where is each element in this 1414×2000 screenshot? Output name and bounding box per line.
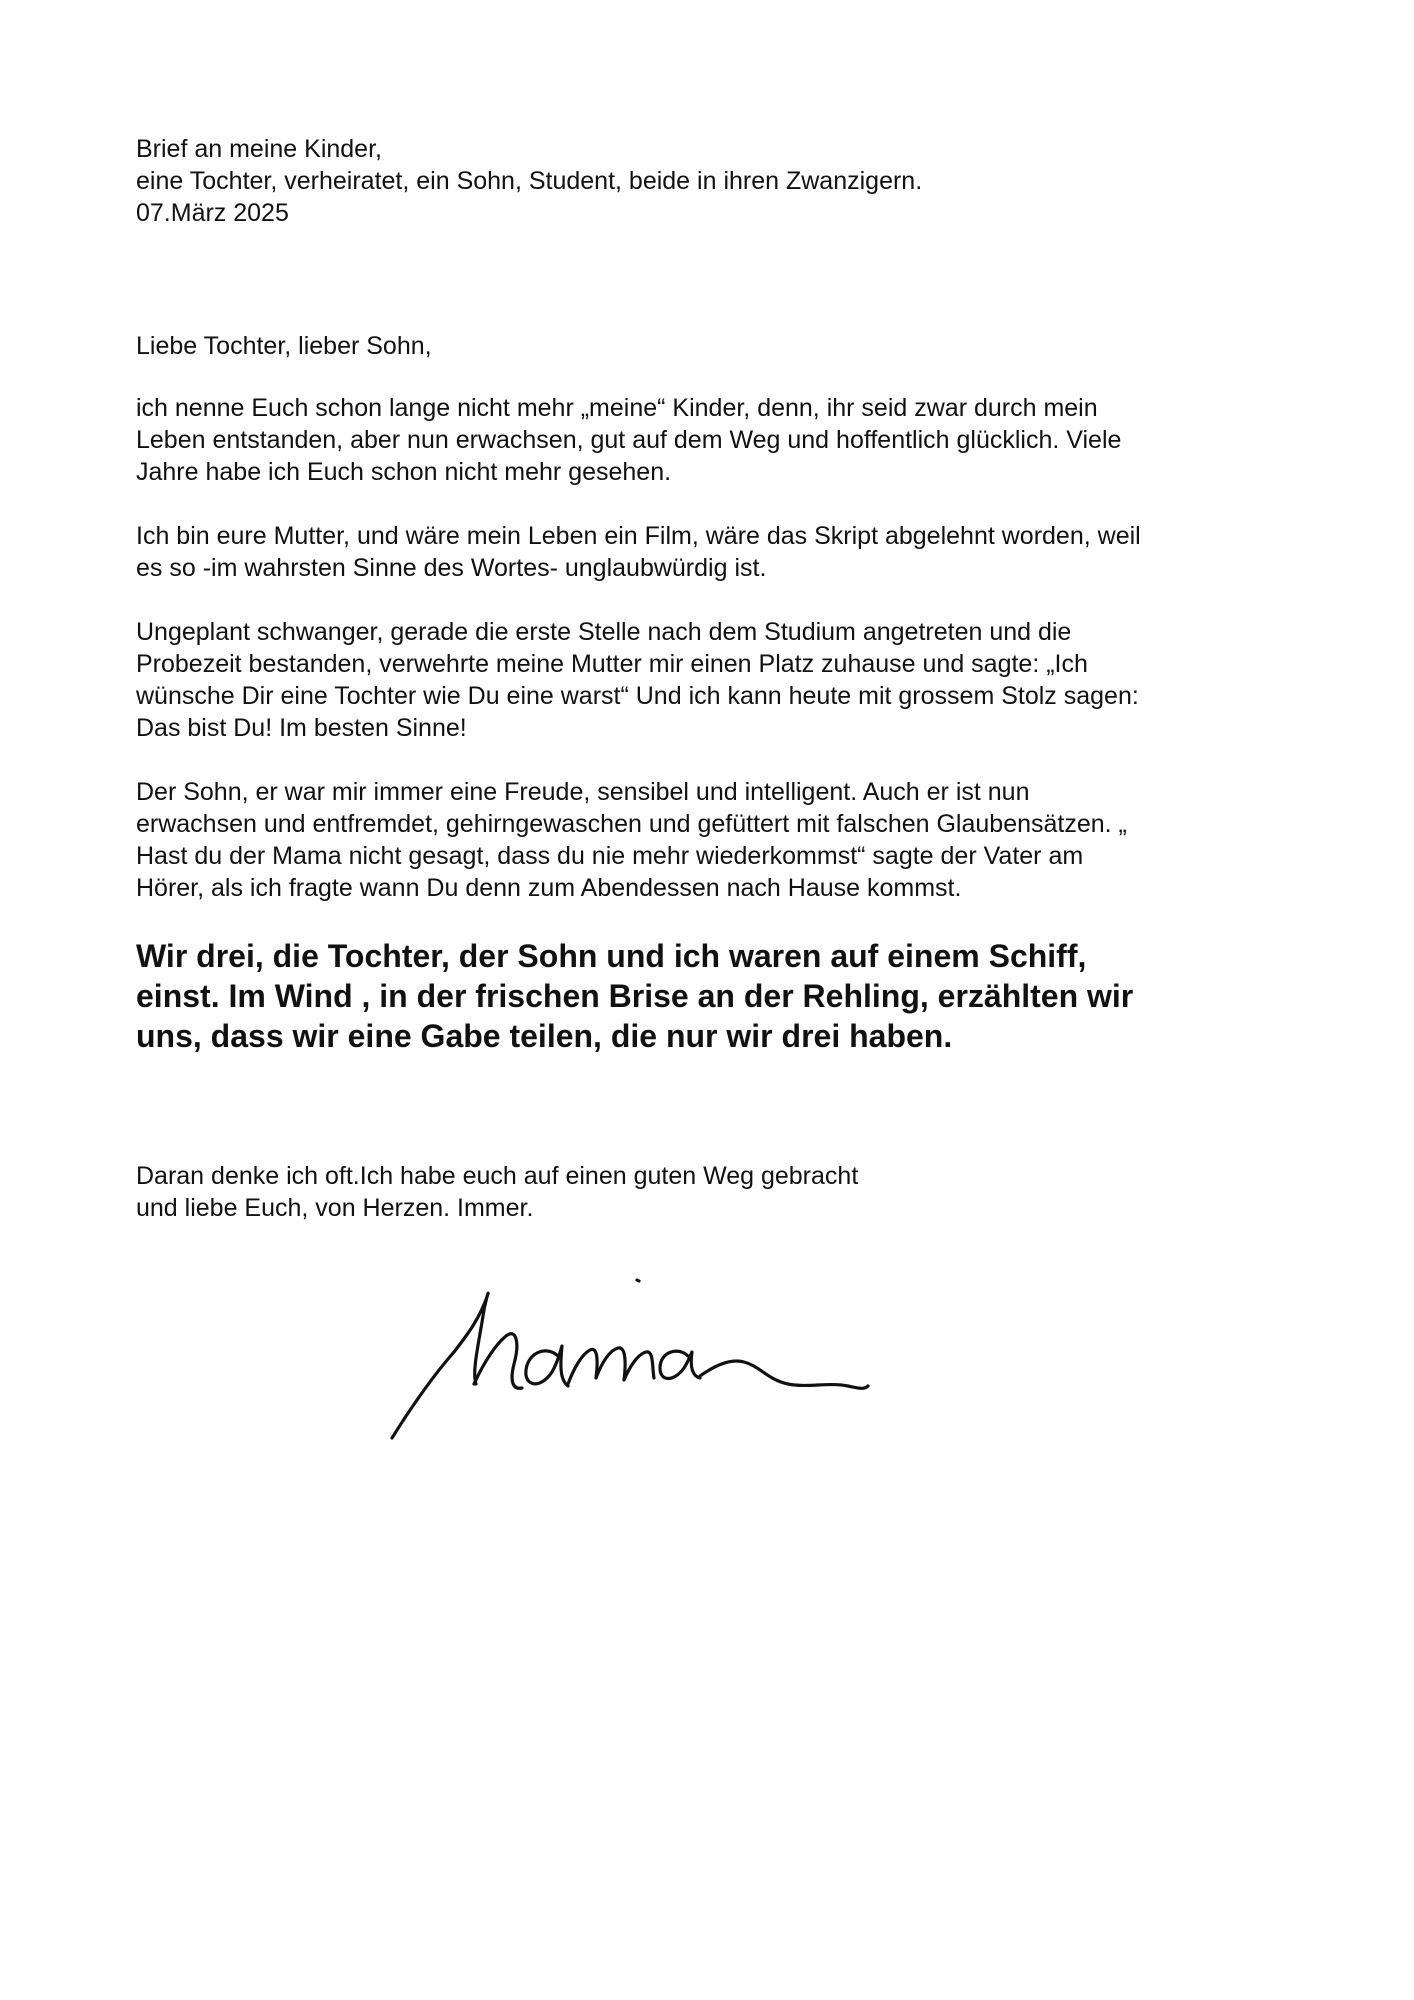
paragraph-line: Hörer, als ich fragte wann Du denn zum Abendessen nach Hause kommst. (136, 874, 962, 902)
letter-header (136, 133, 1286, 229)
signature-drawing (388, 1272, 880, 1452)
paragraph-line: Hast du der Mama nicht gesagt, dass du nie mehr wiederkommst“ sagte der Vater am (136, 842, 1084, 870)
emphasis-line: uns, dass wir eine Gabe teilen, die nur wir drei haben. (136, 1018, 953, 1054)
letter-date: 07.März 2025 (136, 199, 289, 227)
paragraph-line: Das bist Du! Im besten Sinne! (136, 714, 467, 742)
paragraph-line: wünsche Dir eine Tochter wie Du eine warst“ Und ich kann heute mit grossem Stolz sagen: (136, 682, 1139, 710)
salutation (136, 330, 1286, 362)
paragraph (136, 392, 1286, 488)
emphasis-paragraph (136, 936, 1286, 1056)
paragraph (136, 616, 1286, 744)
emphasis-line: Wir drei, die Tochter, der Sohn und ich waren auf einem Schiff, (136, 938, 1087, 974)
header-line: eine Tochter, verheiratet, ein Sohn, Student, beide in ihren Zwanzigern. (136, 167, 923, 195)
emphasis-line: einst. Im Wind , in der frischen Brise an der Rehling, erzählten wir (136, 978, 1134, 1014)
paragraph-line: Ich bin eure Mutter, und wäre mein Leben ein Film, wäre das Skript abgelehnt worden, weil (136, 522, 1141, 550)
paragraph-line: ich nenne Euch schon lange nicht mehr „meine“ Kinder, denn, ihr seid zwar durch mein (136, 394, 1098, 422)
header-line: Brief an meine Kinder, (136, 135, 382, 163)
paragraph (136, 520, 1286, 584)
letter-page (136, 133, 1286, 1224)
closing-line: Daran denke ich oft.Ich habe euch auf einen guten Weg gebracht (136, 1162, 859, 1190)
paragraph (136, 776, 1286, 904)
paragraph-line: es so -im wahrsten Sinne des Wortes- unglaubwürdig ist. (136, 554, 767, 582)
handwritten-signature (388, 1272, 880, 1452)
closing (136, 1160, 1286, 1224)
paragraph-line: Probezeit bestanden, verwehrte meine Mutter mir einen Platz zuhause und sagte: „Ich (136, 650, 1088, 678)
salutation-text: Liebe Tochter, lieber Sohn, (136, 332, 432, 360)
paragraph-line: erwachsen und entfremdet, gehirngewaschen und gefüttert mit falschen Glaubensätzen. „ (136, 810, 1127, 838)
paragraph-line: Leben entstanden, aber nun erwachsen, gut auf dem Weg und hoffentlich glücklich. Viele (136, 426, 1122, 454)
paragraph-line: Der Sohn, er war mir immer eine Freude, sensibel und intelligent. Auch er ist nun (136, 778, 1030, 806)
paragraph-line: Jahre habe ich Euch schon nicht mehr gesehen. (136, 458, 672, 486)
closing-line: und liebe Euch, von Herzen. Immer. (136, 1194, 534, 1222)
paragraph-line: Ungeplant schwanger, gerade die erste Stelle nach dem Studium angetreten und die (136, 618, 1072, 646)
